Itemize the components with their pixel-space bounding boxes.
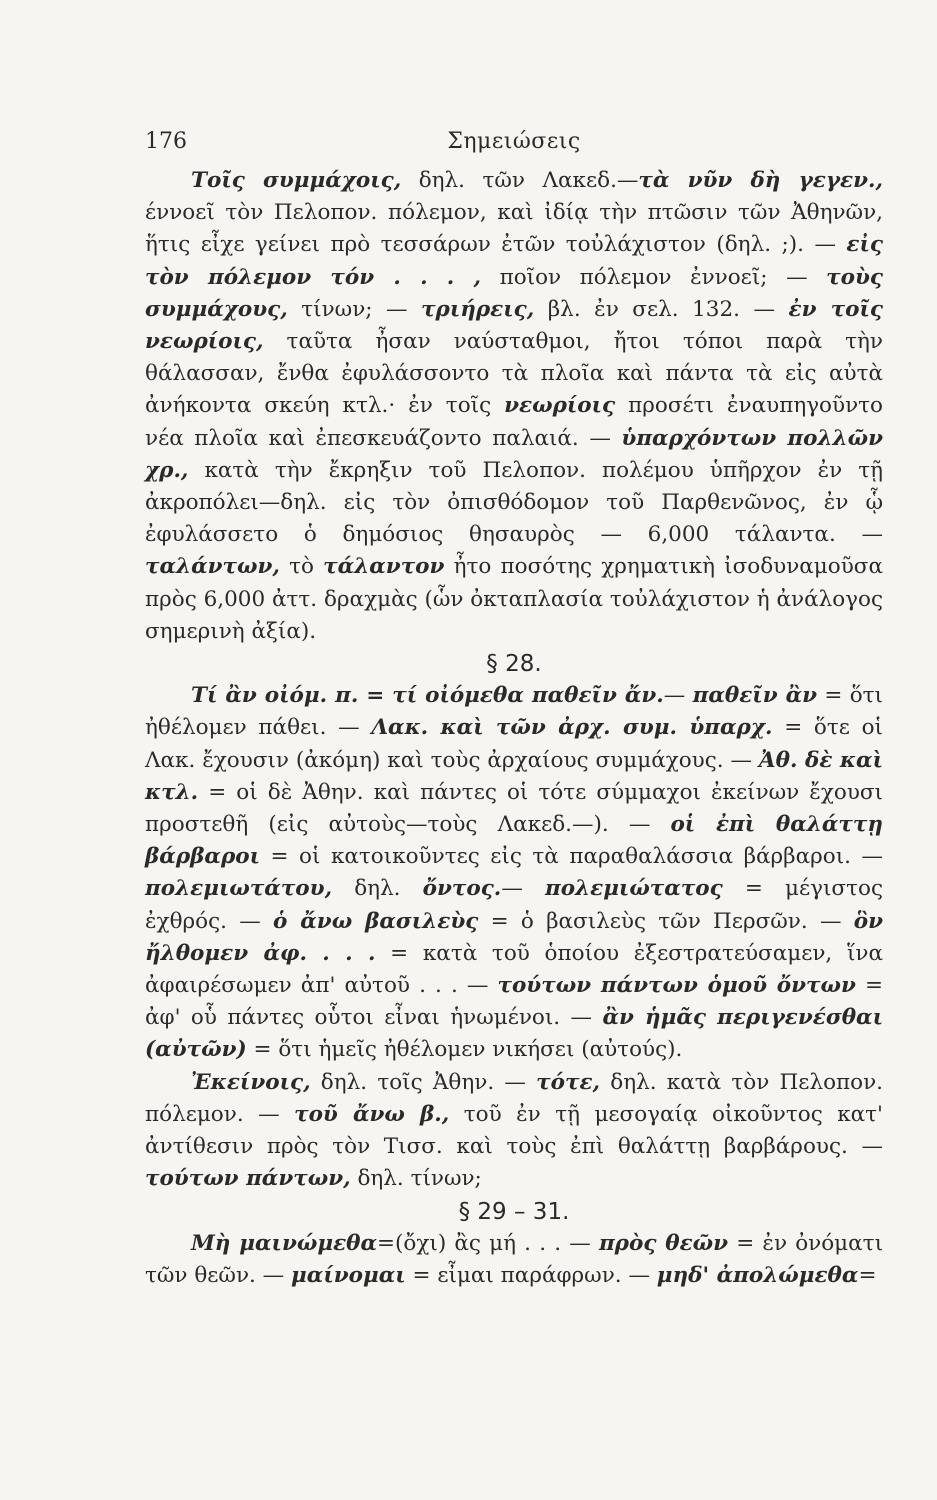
gloss: τὸ: [279, 554, 324, 580]
gloss: βλ. ἐν σελ. 132. —: [534, 296, 789, 322]
gloss: = ἐν ὀνόματι τῶν θεῶν. —: [145, 1230, 883, 1288]
gloss: = ὅτε οἱ Λακ. ἔχουσιν (ἀκόμη) καὶ τοὺς ἀρχαίους συμμάχους. —: [145, 715, 883, 773]
lemma: Τί ἂν οἰόμ. π. = τί οἰόμεθα παθεῖν ἄν.: [191, 683, 664, 709]
lemma: ὑπαρχόντων πολλῶν χρ.,: [145, 425, 883, 483]
lemma: εἰς τὸν πόλεμον τόν . . . ,: [145, 232, 883, 290]
section-heading-28: § 28.: [486, 651, 542, 678]
lemma: τριήρεις,: [421, 296, 535, 322]
lemma: τάλαντον: [323, 554, 445, 580]
gloss: ταῦτα ἦσαν ναύσταθμοι, ἤτοι τόποι παρὰ τὴν θάλασσαν, ἔνθα ἐφυλάσσοντο τὰ πλοῖα καὶ πάντα τὰ εἰς αὐτὰ ἀνήκοντα σκεύη κτλ.· ἐν τοῖς: [145, 329, 883, 419]
lemma: ἐν τοῖς νεωρίοις,: [145, 296, 883, 355]
gloss: =(ὄχι) ἂς μή . . . —: [377, 1230, 599, 1256]
page-header: [145, 125, 883, 165]
gloss: = κατὰ τοῦ ὁποίου ἐξεστρατεύσαμεν, ἵνα ἀφαιρέσωμεν ἀπ' αὐτοῦ . . . —: [145, 940, 883, 999]
lemma: μηδ' ἀπολώμεθα: [656, 1262, 859, 1288]
gloss: = ὁ βασιλεὺς τῶν Περσῶν. —: [478, 908, 854, 934]
gloss: τοῦ ἐν τῇ μεσογαίᾳ οἰκοῦντος κατ' ἀντίθεσιν πρὸς τὸν Τισσ. καὶ τοὺς ἐπὶ θαλάττῃ βαρβάρους. —: [145, 1101, 883, 1160]
lemma: Μὴ μαινώμεθα: [191, 1230, 378, 1256]
lemma: τοῦ ἄνω β.,: [294, 1101, 450, 1127]
lemma: ὃν ἤλθομεν ἀφ. . . .: [145, 908, 883, 966]
gloss: =: [858, 1262, 877, 1288]
gloss: = εἶμαι παράφρων. —: [405, 1262, 657, 1288]
page-number: 176: [145, 129, 187, 154]
note-paragraph-28a: [145, 680, 883, 1066]
lemma: πολεμιωτάτου,: [145, 876, 333, 902]
lemma: μαίνομαι: [291, 1262, 406, 1288]
gloss: = μέγιστος ἐχθρός. —: [145, 876, 883, 934]
lemma: ὁ ἄνω βασιλεὺς: [273, 908, 479, 934]
note-paragraph-27: [145, 165, 883, 648]
gloss: κατὰ τὴν ἔκρηξιν τοῦ Πελοπον. πολέμου ὑπῆρχον ἐν τῇ ἀκροπόλει—δηλ. εἰς τὸν ὀπισθόδομον τοῦ Παρθενῶνος, ἐν ᾧ ἐφυλάσσετο ὁ δημόσιος θησαυρὸς — 6,000 τάλαντα. —: [145, 457, 883, 548]
note-paragraph-28b: [145, 1067, 883, 1196]
note-paragraph-29: [145, 1228, 883, 1292]
gloss: = οἱ κατοικοῦντες εἰς τὰ παραθαλάσσια βάρβαροι. —: [260, 844, 883, 870]
gloss: = οἱ δὲ Ἀθην. καὶ πάντες οἱ τότε σύμμαχοι ἐκείνων ἔχουσι προστεθῆ (εἰς αὐτοὺς—τοὺς Λακεδ.—). —: [145, 779, 883, 838]
lemma: τούτων πάντων,: [145, 1166, 351, 1192]
lemma: νεωρίοις: [504, 393, 616, 419]
lemma: παθεῖν ἂν: [692, 683, 818, 709]
gloss: προσέτι ἐναυπηγοῦντο νέα πλοῖα καὶ ἐπεσκευάζοντο παλαιά. —: [145, 393, 883, 451]
gloss: δηλ. τοῖς Ἀθην. —: [310, 1069, 537, 1095]
page: [145, 125, 883, 1292]
lemma: Ἀθ. δὲ καὶ κτλ.: [145, 747, 883, 805]
gloss: τίνων; —: [287, 296, 422, 322]
lemma: τὰ νῦν δὴ γεγεν.,: [638, 168, 883, 193]
gloss: δηλ. τῶν Λακεδ.—: [401, 168, 639, 193]
gloss: δηλ. κατὰ τὸν Πελοπον. πόλεμον. —: [145, 1069, 883, 1127]
gloss: έννοεῖ τὸν Πελοπον. πόλεμον, καὶ ἰδίᾳ τὴν πτῶσιν τῶν Ἀθηνῶν, ἥτις εἶχε γείνει πρὸ τεσσάρων ἐτῶν τοὐλάχιστον (δηλ. ;). —: [145, 200, 883, 258]
gloss: ποῖον πόλεμον ἐννοεῖ; —: [480, 264, 827, 290]
lemma: ἂν ἡμᾶς περιγενέσθαι (αὐτῶν): [145, 1005, 883, 1063]
gloss: δηλ. τίνων;: [350, 1166, 482, 1192]
gloss: —: [663, 683, 693, 709]
body-text: [145, 165, 883, 1292]
lemma: ταλάντων,: [145, 554, 280, 580]
gloss: = ὅτι ἡμεῖς ἠθέλομεν νικήσει (αὐτούς).: [246, 1037, 683, 1063]
lemma: Τοῖς συμμάχοις,: [191, 168, 402, 193]
lemma: οἱ ἐπὶ θαλάττῃ βάρβαροι: [145, 812, 883, 870]
lemma: τότε,: [536, 1069, 600, 1095]
running-title: Σημειώσεις: [447, 129, 581, 154]
gloss: = ἀφ' οὗ πάντες οὗτοι εἶναι ἡνωμένοι. —: [145, 973, 883, 1031]
gloss: = ὅτι ἠθέλομεν πάθει. —: [145, 683, 883, 741]
section-heading-29-31: § 29 – 31.: [458, 1198, 570, 1225]
lemma: Λακ. καὶ τῶν ἀρχ. συμ. ὑπαρχ.: [371, 715, 773, 741]
gloss: ἦτο ποσότης χρηματικὴ ἰσοδυναμοῦσα πρὸς 6,000 ἀττ. δραχμὰς (ὧν ὀκταπλασία τοὐλάχιστον ἡ ἀνάλογος σημερινὴ ἀξία).: [145, 554, 883, 644]
lemma: Ἐκείνοις,: [191, 1069, 311, 1095]
gloss: —: [501, 876, 545, 902]
lemma: τούτων πάντων ὁμοῦ ὄντων: [497, 973, 856, 999]
lemma: πολεμιώτατος: [544, 876, 723, 902]
gloss: δηλ.: [332, 876, 423, 902]
lemma: ὄντος.: [422, 876, 502, 902]
lemma: τοὺς συμμάχους,: [145, 264, 883, 322]
lemma: πρὸς θεῶν: [598, 1230, 729, 1256]
